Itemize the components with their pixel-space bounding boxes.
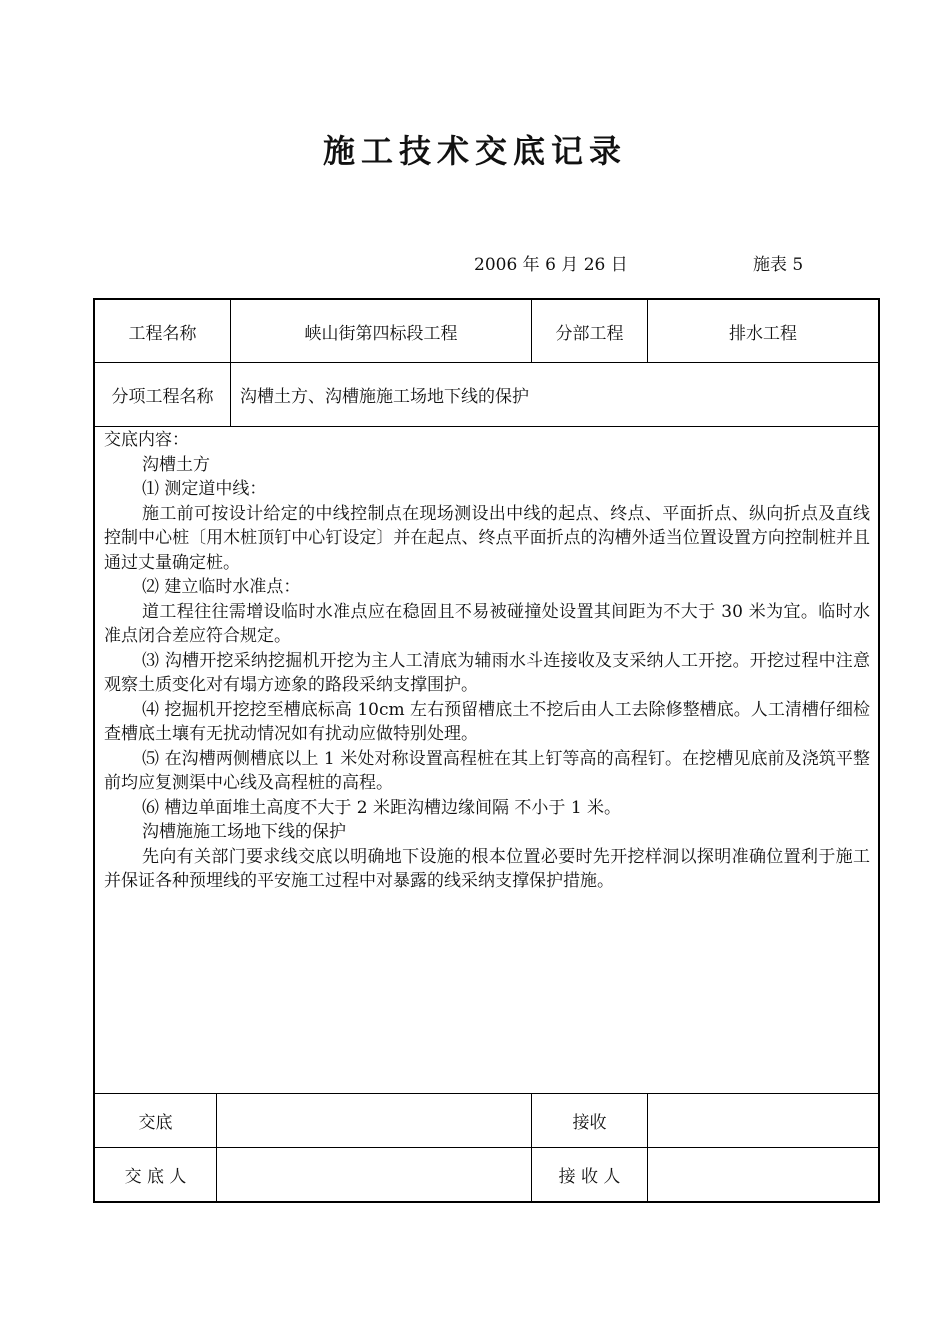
receive-field[interactable] xyxy=(648,1094,878,1147)
project-name-value: 峡山街第四标段工程 xyxy=(304,323,458,344)
project-name-label: 工程名称 xyxy=(128,323,197,344)
page-title: 施工技术交底记录 xyxy=(322,132,627,170)
subitem-label: 分项工程名称 xyxy=(111,387,214,407)
content-paragraph: 沟槽施施工场地下线的保护 xyxy=(142,822,346,842)
receive-label: 接收 xyxy=(572,1113,607,1133)
handover-person-field[interactable] xyxy=(217,1148,531,1201)
subitem-value: 沟槽土方、沟槽施施工场地下线的保护 xyxy=(240,387,529,407)
content-paragraph: ⑹ 槽边单面堆土高度不大于 2 米距沟槽边缘间隔 不小于 1 米。 xyxy=(142,797,622,818)
content-paragraph: ⑷ 挖掘机开挖挖至槽底标高 10cm 左右预留槽底土不挖后由人工去除修整槽底。人工清槽仔细检查槽底土壤有无扰动情况如有扰动应做特别处理。 xyxy=(104,699,870,744)
handover-person-label: 交 底 人 xyxy=(124,1167,187,1187)
division-value: 排水工程 xyxy=(729,323,797,344)
content-paragraph: 道工程往往需增设临时水准点应在稳固且不易被碰撞处设置其间距为不大于 30 米为宜。临时水准点闭合差应符合规定。 xyxy=(104,601,870,646)
content-paragraph: 施工前可按设计给定的中线控制点在现场测设出中线的起点、终点、平面折点、纵向折点及直线控制中心桩〔用木桩顶钉中心钉设定〕并在起点、终点平面折点的沟槽外适当位置设置方向控制桩并且通过丈量确定桩。 xyxy=(104,503,870,573)
handover-label: 交底 xyxy=(138,1113,173,1133)
content-paragraph: ⑸ 在沟槽两侧槽底以上 1 米处对称设置高程桩在其上钉等高的高程钉。在挖槽见底前及浇筑平整前均应复测渠中心线及高程桩的高程。 xyxy=(104,748,870,793)
briefing-content xyxy=(104,428,870,894)
record-date: 2006 年 6 月 26 日 xyxy=(474,255,628,275)
form-number: 施表 5 xyxy=(753,255,804,275)
content-heading: 交底内容： xyxy=(104,430,189,450)
division-label: 分部工程 xyxy=(555,323,624,344)
row-divider-2 xyxy=(94,426,879,427)
content-paragraph: 先向有关部门要求线交底以明确地下设施的根本位置必要时先开挖样洞以探明准确位置利于施工并保证各种预埋线的平安施工过程中对暴露的线采纳支撑保护措施。 xyxy=(104,846,870,891)
content-paragraph: ⑴ 测定道中线： xyxy=(142,479,267,499)
content-paragraph: 沟槽土方 xyxy=(142,454,210,475)
handover-field[interactable] xyxy=(217,1094,531,1147)
content-paragraph: ⑵ 建立临时水准点： xyxy=(142,577,301,597)
receiver-field[interactable] xyxy=(648,1148,878,1201)
receiver-label: 接 收 人 xyxy=(558,1167,621,1187)
content-paragraph: ⑶ 沟槽开挖采纳挖掘机开挖为主人工清底为辅雨水斗连接收及支采纳人工开挖。开挖过程中注意观察土质变化对有塌方迹象的路段采纳支撑围护。 xyxy=(104,650,870,695)
